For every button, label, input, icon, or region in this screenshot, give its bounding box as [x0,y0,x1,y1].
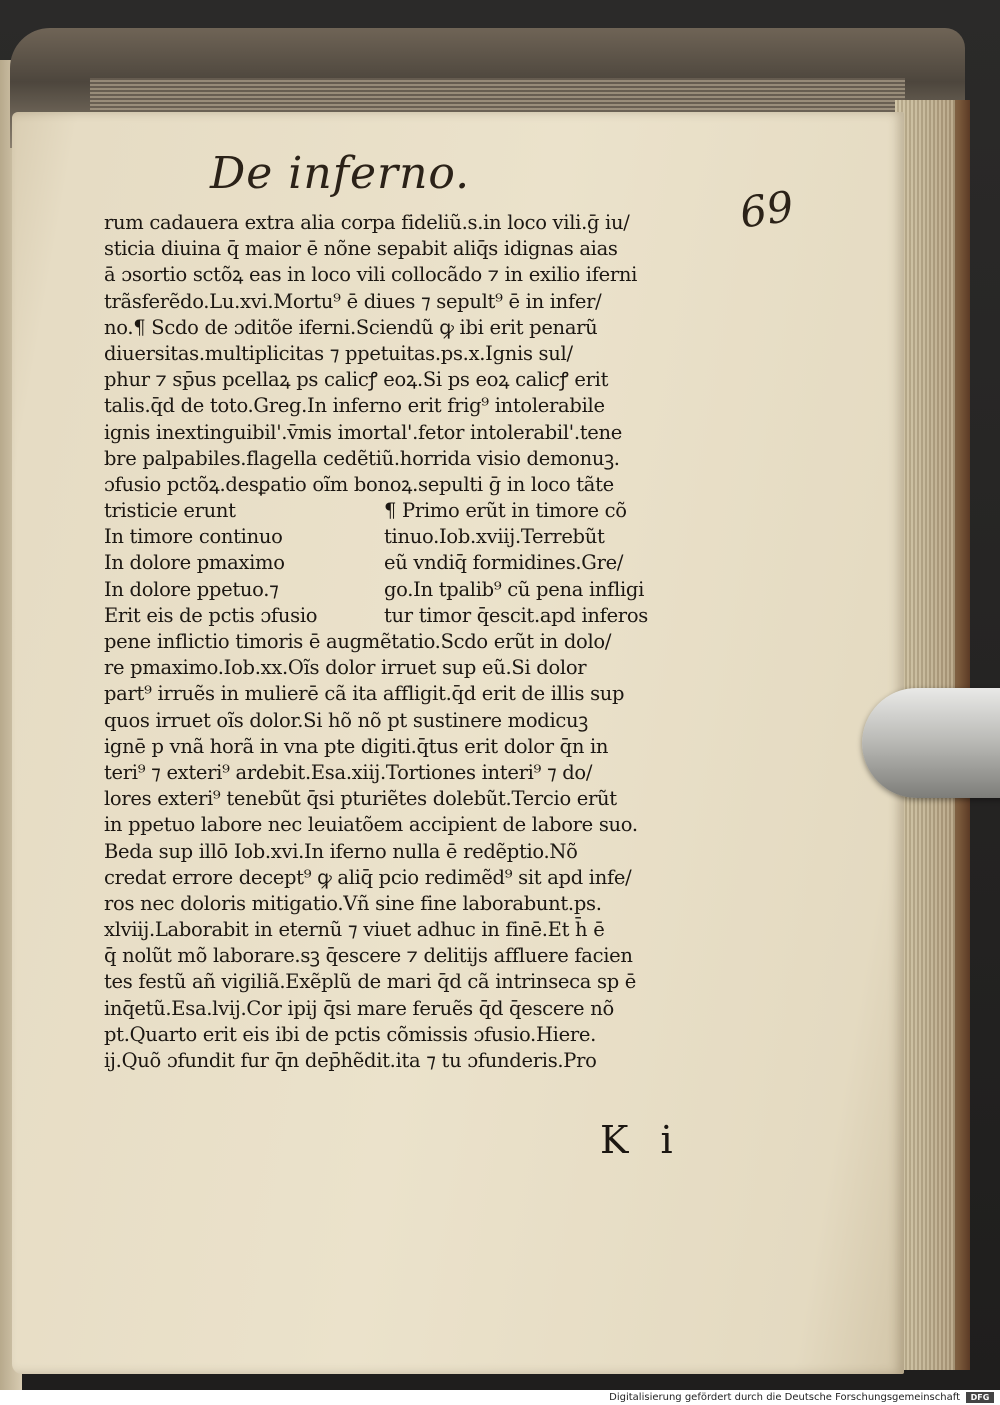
text-line: go.In tpalib⁹ cũ pena infligi [384,577,645,601]
text-line: ¶ Primo erũt in timore cõ [384,499,627,523]
text-line: ɔfusio pctõꝝ.desꝑatio oĩm bonoꝝ.sepulti ḡ in loco tãte [104,472,614,496]
list-item: In dolore pmaximo [104,551,285,575]
text-line: bre palpabiles.flagella cedẽtiũ.horrida visio demonuꝫ. [104,446,620,470]
text-line: q̄ nolũt mõ laborare.sꝫ q̄escere ⁊ delitijs affluere facien [104,944,633,968]
text-line: ros nec doloris mitigatio.Vñ sine fine laborabunt.ps. [104,891,602,915]
list-item: In dolore ppetuo.⁊ [104,577,279,601]
text-bottom-lines [104,629,704,1074]
funding-credit: Digitalisierung gefördert durch die Deutsche Forschungsgemeinschaft [609,1392,960,1403]
text-line: tes festũ añ vigiliã.Exẽplũ de mari q̄d cã intrinseca sp ē [104,970,637,994]
text-line: trãsferẽdo.Lu.xvi.Mortu⁹ ē diues ⁊ sepult⁹ ē in infer/ [104,289,602,313]
text-line: ij.Quõ ɔfundit fur q̄n dep̄hẽdit.ita ⁊ tu ɔfunderis.Pro [104,1049,597,1072]
page-clip [862,688,1000,798]
text-line: tinuo.Iob.xviij.Terrebũt [384,525,605,549]
text-line: teri⁹ ⁊ exteri⁹ ardebit.Esa.xiij.Tortiones interi⁹ ⁊ do/ [104,760,593,784]
signature-mark: K i [600,1118,683,1162]
text-line: quos irruet oĩs dolor.Si hõ nõ pt sustinere modicuꝫ [104,708,588,732]
text-line: phur ⁊ sp̄us pcellaꝝ ps calicꝭ eoꝝ.Si ps eoꝝ calicꝭ erit [104,368,609,392]
text-line: ignē p vnã horã in vna pte digiti.q̄tus erit dolor q̄n in [104,734,609,758]
text-line: rum cadauera extra alia corpa fideliũ.s.in loco vili.ḡ iu/ [104,211,630,234]
text-line: diuersitas.multiplicitas ⁊ ppetuitas.ps.x.Ignis sul/ [104,341,573,365]
text-line: credat errore decept⁹ ꝙ aliq̄ pcio redimẽd⁹ sit apd infe/ [104,865,632,889]
list-item: Erit eis de pctis ɔfusio [104,603,318,627]
dfg-logo: DFG [966,1392,994,1403]
right-column-text [384,498,704,629]
text-line: part⁹ irruẽs in mulierē cã ita affligit.q̄d erit de illis sup [104,682,625,706]
text-line: xlviij.Laborabit in eternũ ⁊ viuet adhuc in finē.Et h̄ ē [104,918,605,942]
text-top-lines [104,210,704,498]
footer-bar [0,1390,1000,1405]
text-line: no.¶ Scdo de ɔditõe iferni.Sciendũ ꝙ ibi erit penarũ [104,315,598,339]
text-line: tur timor q̄escit.apd inferos [384,603,648,627]
handwritten-folio-number: 69 [736,181,797,238]
text-line: sticia diuina q̄ maior ē nõne sepabit aliq̄s idignas aias [104,237,618,261]
text-line: lores exteri⁹ tenebũt q̄si pturiẽtes dolebũt.Tercio erũt [104,787,617,811]
text-line: pt.Quarto erit eis ibi de pctis cõmissis ɔfusio.Hiere. [104,1022,596,1046]
text-line: re pmaximo.Iob.xx.Oĩs dolor irruet sup eũ.Si dolor [104,656,587,680]
text-line: ā ɔsortio sctõꝝ eas in loco vili collocãdo ⁊ in exilio iferni [104,263,638,287]
text-line: inq̄etũ.Esa.lvij.Cor ipij q̄si mare feruẽs q̄d q̄escere nõ [104,996,614,1020]
text-line: talis.q̄d de toto.Greg.In inferno erit frig⁹ intolerabile [104,394,605,418]
text-line: in ppetuo labore nec leuiatõem accipient de labore suo. [104,813,638,837]
printed-text-block [104,210,704,1074]
text-line: ignis inextinguibil'.v̄mis imortal'.fetor intolerabil'.tene [104,420,623,444]
text-line: eũ vndiq̄ formidines.Gre/ [384,551,624,575]
left-column-list [104,498,384,629]
list-item: In timore continuo [104,525,283,549]
text-line: Beda sup illō Iob.xvi.In iferno nulla ē redẽptio.Nõ [104,839,578,863]
two-column-section [104,498,704,629]
text-line: pene inflictio timoris ē augmẽtatio.Scdo erũt in dolo/ [104,630,612,653]
list-item: tristicie erunt [104,499,236,523]
handwritten-heading: De inferno. [210,148,471,199]
